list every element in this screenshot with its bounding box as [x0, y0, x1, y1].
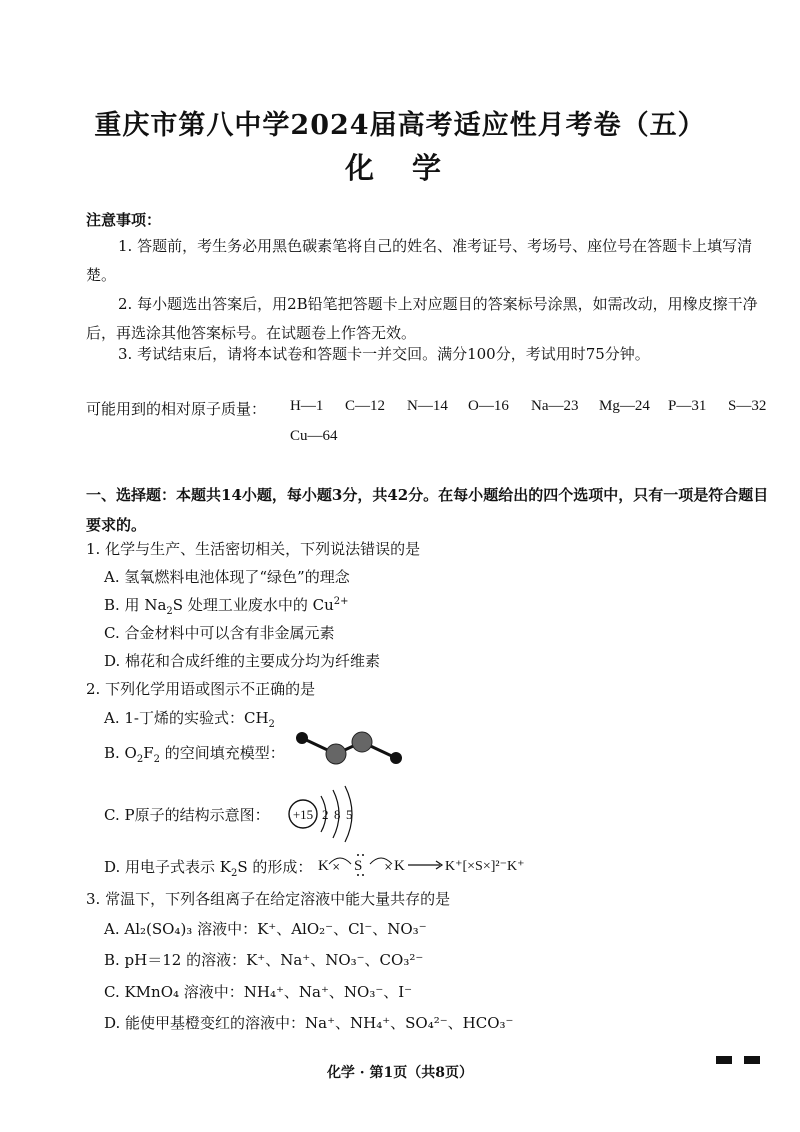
q2-option-d: D. 用电子式表示 $K_2S$ 的形成：: [104, 858, 313, 879]
k2s-electron-formula: [318, 850, 548, 880]
notice-heading: 注意事项：: [86, 211, 162, 229]
s-atom: S: [354, 858, 363, 874]
p-shell-3: 5: [346, 807, 353, 822]
p-shell-1: 2: [322, 807, 329, 822]
notice-item-2: 2. 每小题选出答案后，用2B铅笔把答题卡上对应题目的答案标号涂黑，如需改动，用橡皮擦干净后，再选涂其他答案标号。在试题卷上作答无效。: [86, 295, 758, 342]
page-title: 重庆市第八中学2024届高考适应性月考卷（五）: [94, 110, 706, 141]
q2-option-c: C. P原子的结构示意图：: [104, 806, 270, 824]
atomic-mass-n: N—14: [407, 398, 448, 414]
k-atom-right: K: [394, 858, 405, 874]
f-atom-right: [390, 752, 402, 764]
q1-option-a: A. 氢氧燃料电池体现了“绿色”的理念: [104, 568, 350, 586]
p-shell-2: 8: [334, 807, 341, 822]
atomic-mass-c: C—12: [345, 398, 386, 414]
svg-text:×: ×: [384, 862, 393, 873]
notice-item-3: 3. 考试结束后，请将本试卷和答题卡一并交回。满分100分，考试用时75分钟。: [118, 345, 650, 363]
atomic-mass-na: Na—23: [531, 398, 579, 414]
scan-registration-mark-right: [744, 1056, 760, 1064]
atomic-mass-cu: Cu—64: [290, 428, 338, 444]
p-atom-structure-diagram: [285, 782, 365, 846]
atomic-mass-s: S—32: [728, 398, 767, 414]
q2-option-b: B. $O_2F_2$ 的空间填充模型：: [104, 744, 285, 765]
q2-stem: 2. 下列化学用语或图示不正确的是: [86, 680, 316, 698]
scan-registration-mark-left: [716, 1056, 732, 1064]
o-atom-right: [352, 732, 372, 752]
q3-option-c: C. KMnO₄ 溶液中：NH₄⁺、Na⁺、NO₃⁻、I⁻: [104, 983, 413, 1001]
q1-stem: 1. 化学与生产、生活密切相关，下列说法错误的是: [86, 540, 421, 558]
o-atom-left: [326, 744, 346, 764]
q3-option-a: A. Al₂(SO₄)₃ 溶液中：K⁺、AlO₂⁻、Cl⁻、NO₃⁻: [104, 920, 427, 938]
p-nucleus-charge: +15: [292, 807, 314, 822]
q3-option-b: B. pH＝12 的溶液：K⁺、Na⁺、NO₃⁻、CO₃²⁻: [104, 951, 424, 969]
q1-option-c: C. 合金材料中可以含有非金属元素: [104, 624, 335, 642]
page-footer: 化学 · 第1页（共8页）: [326, 1065, 474, 1081]
q3-stem: 3. 常温下，下列各组离子在给定溶液中能大量共存的是: [86, 890, 451, 908]
notice-item-1: 1. 答题前，考生务必用黑色碳素笔将自己的姓名、准考证号、考场号、座位号在答题卡上填写清楚。: [86, 237, 753, 284]
q2-option-a: A. 1-丁烯的实验式：$CH_2$: [104, 709, 275, 730]
section-heading: 一、选择题：本题共14小题，每小题3分，共42分。在每小题给出的四个选项中，只有一项是符合题目要求的。: [86, 486, 769, 534]
atomic-mass-h: H—1: [290, 398, 324, 414]
q1-option-d: D. 棉花和合成纤维的主要成分均为纤维素: [104, 652, 381, 670]
atomic-mass-o: O—16: [468, 398, 509, 414]
k2s-product: K⁺[×S×]²⁻K⁺: [445, 859, 525, 874]
subject-title: 化 学: [344, 151, 456, 185]
o2f2-space-filling-model: [290, 728, 410, 770]
k-atom-left: K: [318, 858, 329, 874]
f-atom-left: [296, 732, 308, 744]
q3-option-d: D. 能使甲基橙变红的溶液中：Na⁺、NH₄⁺、SO₄²⁻、HCO₃⁻: [104, 1014, 514, 1032]
atomic-mass-mg: Mg—24: [599, 398, 650, 414]
atomic-mass-p: P—31: [668, 398, 707, 414]
q1-option-b: B. 用 $Na_2S$ 处理工业废水中的 $Cu^{2+}$: [104, 596, 349, 617]
atomic-mass-label: 可能用到的相对原子质量：: [86, 400, 267, 418]
svg-text:×: ×: [332, 862, 341, 873]
